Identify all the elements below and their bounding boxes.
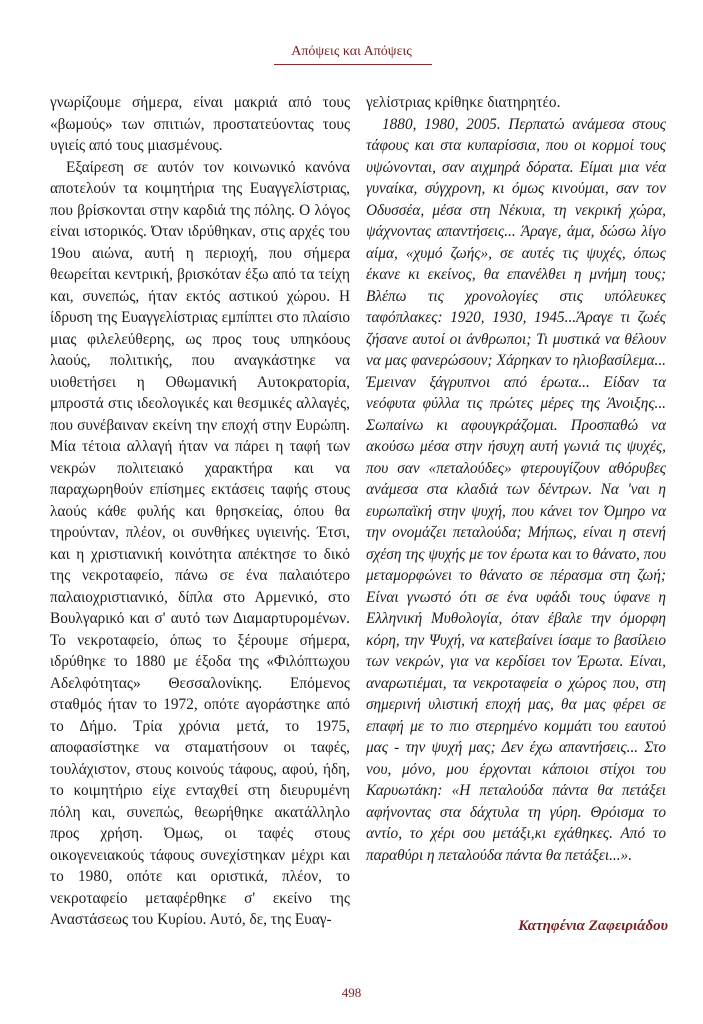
header-underline xyxy=(274,64,432,65)
right-italic-paragraph: 1880, 1980, 2005. Περπατώ ανάμεσα στους τάφους και στα κυπαρίσσια, που οι κορμοί τους υψώνονται, σαν αιχμηρά δόρατα. Είμαι μια νέα γυναίκα, σύγχρονη, κι όμως κινούμαι, σαν τον Οδυσσέα, μέσα στη Νέκυια, τη νεκρική χώρα, ψάχνοντας απαντήσεις... Άραγε, άμα, δώσω λίγο αίμα, «χυμό ζωής», σε αυτές τις ψυχές, όπως έκανε κι εκείνος, θα επανέλθει η μνήμη τους; Βλέπω τις χρονολογίες στις υπόλευκες ταφόπλακες: 1920, 1930, 1945...Άραγε τι ζωές ζήσανε αυτοί οι άνθρωποι; Τι μυστικά να θέλουν να μας φανερώσουν; Χάρηκαν το ηλιοβασίλεμα... Έμειναν ξάγρυπνοι από έρωτα... Είδαν τα νεόφυτα φύλλα τις πρώτες μέρες της Άνοιξης... Σωπαίνω κι αφουγκράζομαι. Προσπαθώ να ακούσω μέσα στην ήσυχη αυτή γωνιά τις ψυχές, που σαν «πεταλούδες» φτερουγίζουν αθόρυβες ανάμεσα στα κλαδιά των δέντρων. Να 'ναι η ευρωπαϊκή στην ψυχή, που κάνει τον Όμηρο να την ονομάζει πεταλούδα; Μήπως, είναι η στενή σχέση της ψυχής με τον έρωτα και το θάνατο, που μεταμορφώνει το θάνατο σε πέρασμα στη ζωή; Είναι γνωστό ότι σε ένα υφάδι τους ύφανε η Ελληνική Μυθολογία, όταν έβαλε την όμορφη κόρη, την Ψυχή, να κατεβαίνει ίσαμε το βασίλειο των νεκρών, για να κερδίσει τον Έρωτα. Είναι, αναρωτιέμαι, τα νεκροταφεία ο χώρος που, στη σημερινή υλιστική εποχή μας, θα μας φέρει σε επαφή με το πιο στερημένο κομμάτι του εαυτού μας - την ψυχή μας; Δεν έχω απαντήσεις... Στο νου, μόνο, μου έρχονται κάποιοι στίχοι του Καρυωτάκη: «Η πεταλούδα πάντα θα πετάξει αφήνοντας στα δάχτυλα τη γύρη. Θρόισμα το αντίο, το χέρι σου μετάξι,κι εχάθηκες. Από το παραθύρι η πεταλούδα πάντα θα πετάξει...». xyxy=(366,115,666,864)
left-paragraph-1: γνωρίζουμε σήμερα, είναι μακριά από τους «βωμούς» των σπιτιών, προστατεύοντας τους υγιείς από τους μιασμένους. xyxy=(50,94,350,154)
right-column xyxy=(366,92,666,866)
page-number: 498 xyxy=(341,985,362,1000)
left-paragraph-2: Εξαίρεση σε αυτόν τον κοινωνικό κανόνα αποτελούν τα κοιμητήρια της Ευαγγελίστριας, που βρίσκονται στην καρδιά της πόλης. Ο λόγος είναι ιστορικός. Όταν ιδρύθηκαν, στις αρχές του 19ου αιώνα, αυτή η περιοχή, που σήμερα θεωρείται κεντρική, βρισκόταν έξω από τα τείχη και, συνεπώς, ήταν εκτός αστικού χώρου. Η ίδρυση της Ευαγγελίστριας εμπίπτει στο πλαίσιο μιας φιλελεύθερης, ως προς τους υπηκόους λαούς, πολιτικής, που αναγκάστηκε να υιοθετήσει η Οθωμανική Αυτοκρατορία, μπροστά στις ιδεολογικές και θεσμικές αλλαγές, που συνέβαιναν εκείνη την εποχή στην Ευρώπη. Μία τέτοια αλλαγή ήταν να πάρει η ταφή των νεκρών πολιτειακό χαρακτήρα και να παραχωρηθούν επίσημες εκτάσεις ταφής στους λαούς κάθε φυλής και θρησκείας, όπου θα τηρούνταν, πλέον, οι συνθήκες υγιεινής. Έτσι, και η χριστιανική κοινότητα απέκτησε το δικό της νεκροταφείο, πάνω σε ένα παλαιότερο παλαιοχριστιανικό, δίπλα στο Αρμενικό, στο Βουλγαρικό και σ' αυτό των Διαμαρτυρομένων. Το νεκροταφείο, όπως το ξέρουμε σήμερα, ιδρύθηκε το 1880 με έξοδα της «Φιλόπτωχου Αδελφότητας» Θεσσαλονίκης. Επόμενος σταθμός ήταν το 1972, οπότε αγοράστηκε από το Δήμο. Τρία χρόνια μετά, το 1975, αποφασίστηκε να σταματήσουν οι ταφές, τουλάχιστον, στους κοινούς τάφους, αφού, ήδη, το κοιμητήριο είχε ενταχθεί στη διευρυμένη πόλη και, συνεπώς, θεωρήθηκε ακατάλληλο προς χρήση. Όμως, οι ταφές στους οικογενειακούς τάφους συνεχίστηκαν μέχρι και το 1980, οπότε και οριστικά, πλέον, το νεκροταφείο μεταφέρθηκε σ' εκείνο της Αναστάσεως του Κυρίου. Αυτό, δε, της Ευαγ- xyxy=(50,158,350,928)
running-header: Απόψεις και Απόψεις xyxy=(291,44,412,59)
author-signature: Κατηφένια Ζαφειριάδου xyxy=(518,918,668,934)
left-column xyxy=(50,92,350,931)
right-first-line: γελίστριας κρίθηκε διατηρητέο. xyxy=(366,94,561,111)
